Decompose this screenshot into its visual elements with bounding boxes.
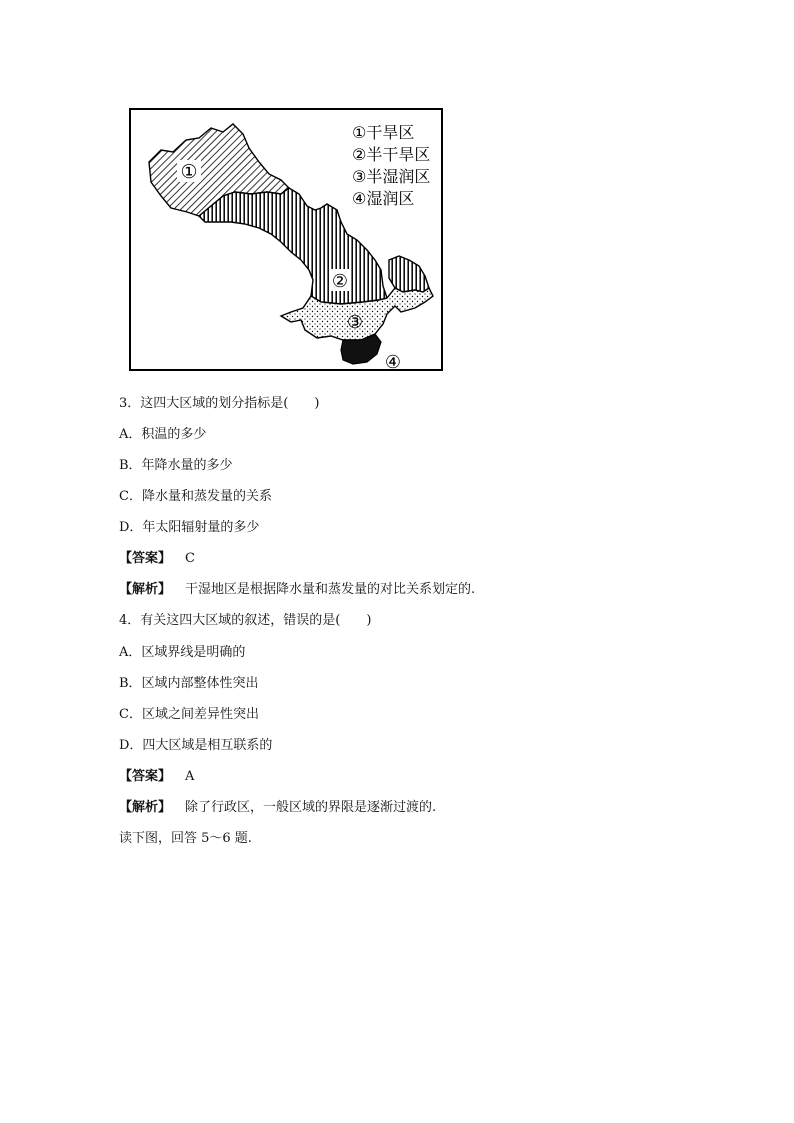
question-4-stem: 4．有关这四大区域的叙述，错误的是( ) (119, 613, 372, 628)
region-map-figure (129, 108, 443, 371)
legend-item-semihumid: ③半湿润区 (352, 167, 431, 186)
question-4-option-b: B．区域内部整体性突出 (119, 676, 259, 691)
question-3-option-d: D．年太阳辐射量的多少 (119, 520, 260, 535)
answer-tag: 【答案】 (119, 551, 172, 566)
question-3-answer (119, 550, 195, 568)
question-4-option-a: A．区域界线是明确的 (119, 645, 246, 660)
analysis-text: 除了行政区，一般区域的界限是逐渐过渡的. (185, 800, 437, 815)
answer-value: C (185, 551, 195, 566)
legend-item-humid: ④湿润区 (352, 189, 415, 208)
analysis-text: 干湿地区是根据降水量和蒸发量的对比关系划定的. (185, 582, 476, 597)
region-label-3: ③ (346, 312, 364, 333)
answer-tag: 【答案】 (119, 769, 172, 784)
question-3-analysis (119, 581, 475, 599)
region-label-1: ① (180, 161, 198, 183)
legend-item-arid: ①干旱区 (352, 123, 415, 142)
analysis-tag: 【解析】 (119, 800, 172, 815)
answer-value: A (185, 769, 195, 784)
question-3-option-a: A．积温的多少 (119, 427, 207, 442)
question-3-option-b: B．年降水量的多少 (119, 458, 233, 473)
question-4-analysis (119, 799, 436, 817)
legend-item-semiarid: ②半干旱区 (352, 145, 431, 164)
region-label-4: ④ (384, 352, 402, 369)
region-label-2: ② (331, 271, 349, 292)
analysis-tag: 【解析】 (119, 582, 172, 597)
next-questions-intro: 读下图，回答 5～6 题. (119, 831, 252, 846)
question-3-stem: 3．这四大区域的划分指标是( ) (119, 396, 320, 411)
question-4-option-d: D．四大区域是相互联系的 (119, 738, 273, 753)
question-3-option-c: C．降水量和蒸发量的关系 (119, 489, 272, 504)
question-4-option-c: C．区域之间差异性突出 (119, 707, 259, 722)
question-4-answer (119, 768, 194, 786)
map-legend (352, 122, 430, 210)
